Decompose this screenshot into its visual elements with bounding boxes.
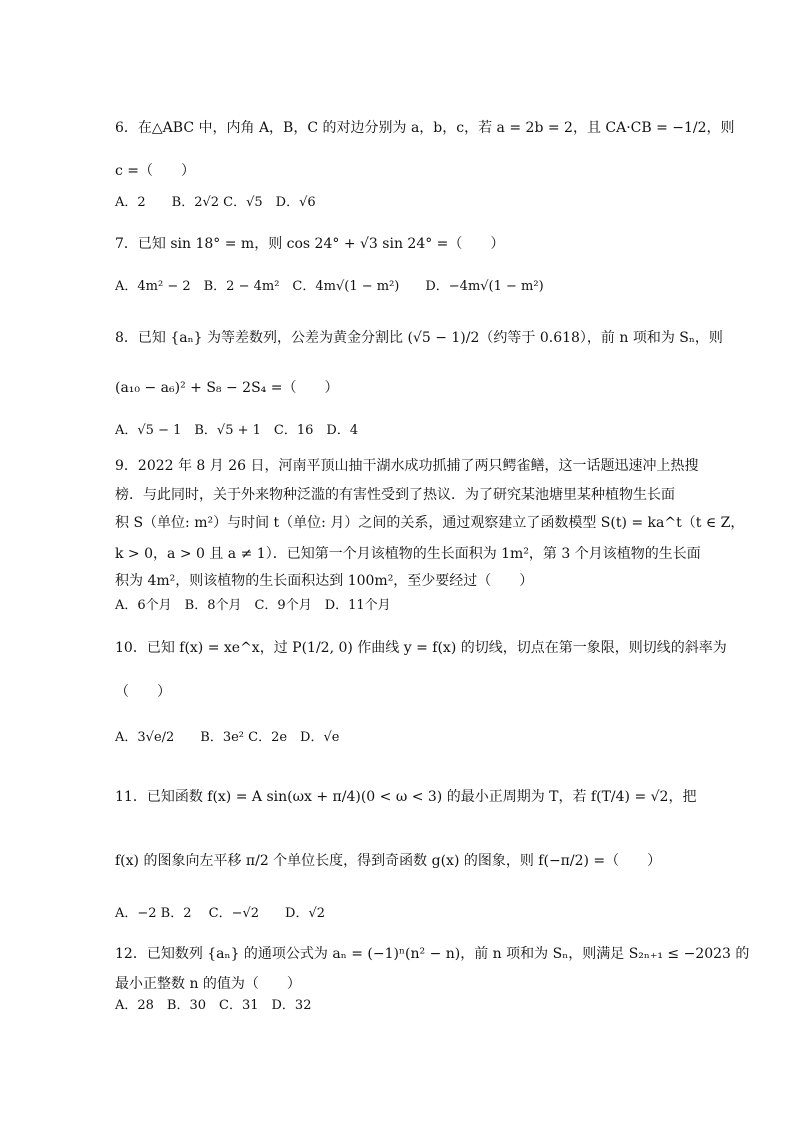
q12-stem: 12．已知数列 {aₙ} 的通项公式为 aₙ = (−1)ⁿ(n² − n)，前 n 项和为 Sₙ，则满足 S₂ₙ₊₁ ≤ −2023 的 xyxy=(115,946,750,962)
q8-stem-cont: (a₁₀ − a₆)² + S₈ − 2S₄ =（ ） xyxy=(115,380,339,396)
q6-options: A．2 B．2√2 C．√5 D．√6 xyxy=(115,195,316,210)
q9-stem-line2: 榜．与此同时，关于外来物种泛滥的有害性受到了热议．为了研究某池塘里某种植物生长面 xyxy=(115,487,675,503)
q9-options: A．6个月 B．8个月 C．9个月 D．11个月 xyxy=(115,598,391,613)
q8-stem: 8．已知 {aₙ} 为等差数列，公差为黄金分割比 (√5 − 1)/2（约等于 0.618），前 n 项和为 Sₙ，则 xyxy=(115,330,723,346)
q10-options: A．3√e/2 B．3e² C．2e D．√e xyxy=(115,730,340,745)
q11-options: A．−2 B．2 C．−√2 D．√2 xyxy=(115,906,326,921)
q11-stem-cont: f(x) 的图象向左平移 π/2 个单位长度，得到奇函数 g(x) 的图象，则 f(−π/2) =（ ） xyxy=(115,853,662,869)
q12-options: A．28 B．30 C．31 D．32 xyxy=(115,998,312,1013)
q9-stem-line4: k > 0，a > 0 且 a ≠ 1）．已知第一个月该植物的生长面积为 1m²，第 3 个月该植物的生长面 xyxy=(115,546,701,562)
q7-options: A．4m² − 2 B．2 − 4m² C．4m√(1 − m²) D．−4m√(1 − m²) xyxy=(115,279,544,294)
q6-stem-cont: c =（ ） xyxy=(115,163,196,179)
q9-stem-line3: 积 S（单位: m²）与时间 t（单位: 月）之间的关系，通过观察建立了函数模型 S(t) = ka^t（t ∈ Z， xyxy=(115,515,745,531)
q12-stem-cont: 最小正整数 n 的值为（ ） xyxy=(115,976,301,992)
q9-stem-line5: 积为 4m²，则该植物的生长面积达到 100m²，至少要经过（ ） xyxy=(115,573,534,589)
q10-stem: 10．已知 f(x) = xe^x，过 P(1/2, 0) 作曲线 y = f(x) 的切线，切点在第一象限，则切线的斜率为 xyxy=(115,640,727,656)
q11-stem: 11．已知函数 f(x) = A sin(ωx + π/4)(0 < ω < 3) 的最小正周期为 T，若 f(T/4) = √2，把 xyxy=(115,789,697,805)
q6-stem: 6．在△ABC 中，内角 A，B，C 的对边分别为 a，b，c，若 a = 2b = 2，且 CA·CB = −1/2，则 xyxy=(115,120,735,136)
q10-stem-cont: （ ） xyxy=(115,684,171,700)
q8-options: A．√5 − 1 B．√5 + 1 C．16 D．4 xyxy=(115,423,359,438)
q9-stem-line1: 9．2022 年 8 月 26 日，河南平顶山抽干湖水成功抓捕了两只鳄雀鳝，这一话题迅速冲上热搜 xyxy=(115,458,699,474)
q7-stem: 7．已知 sin 18° = m，则 cos 24° + √3 sin 24° =（ ） xyxy=(115,236,505,252)
